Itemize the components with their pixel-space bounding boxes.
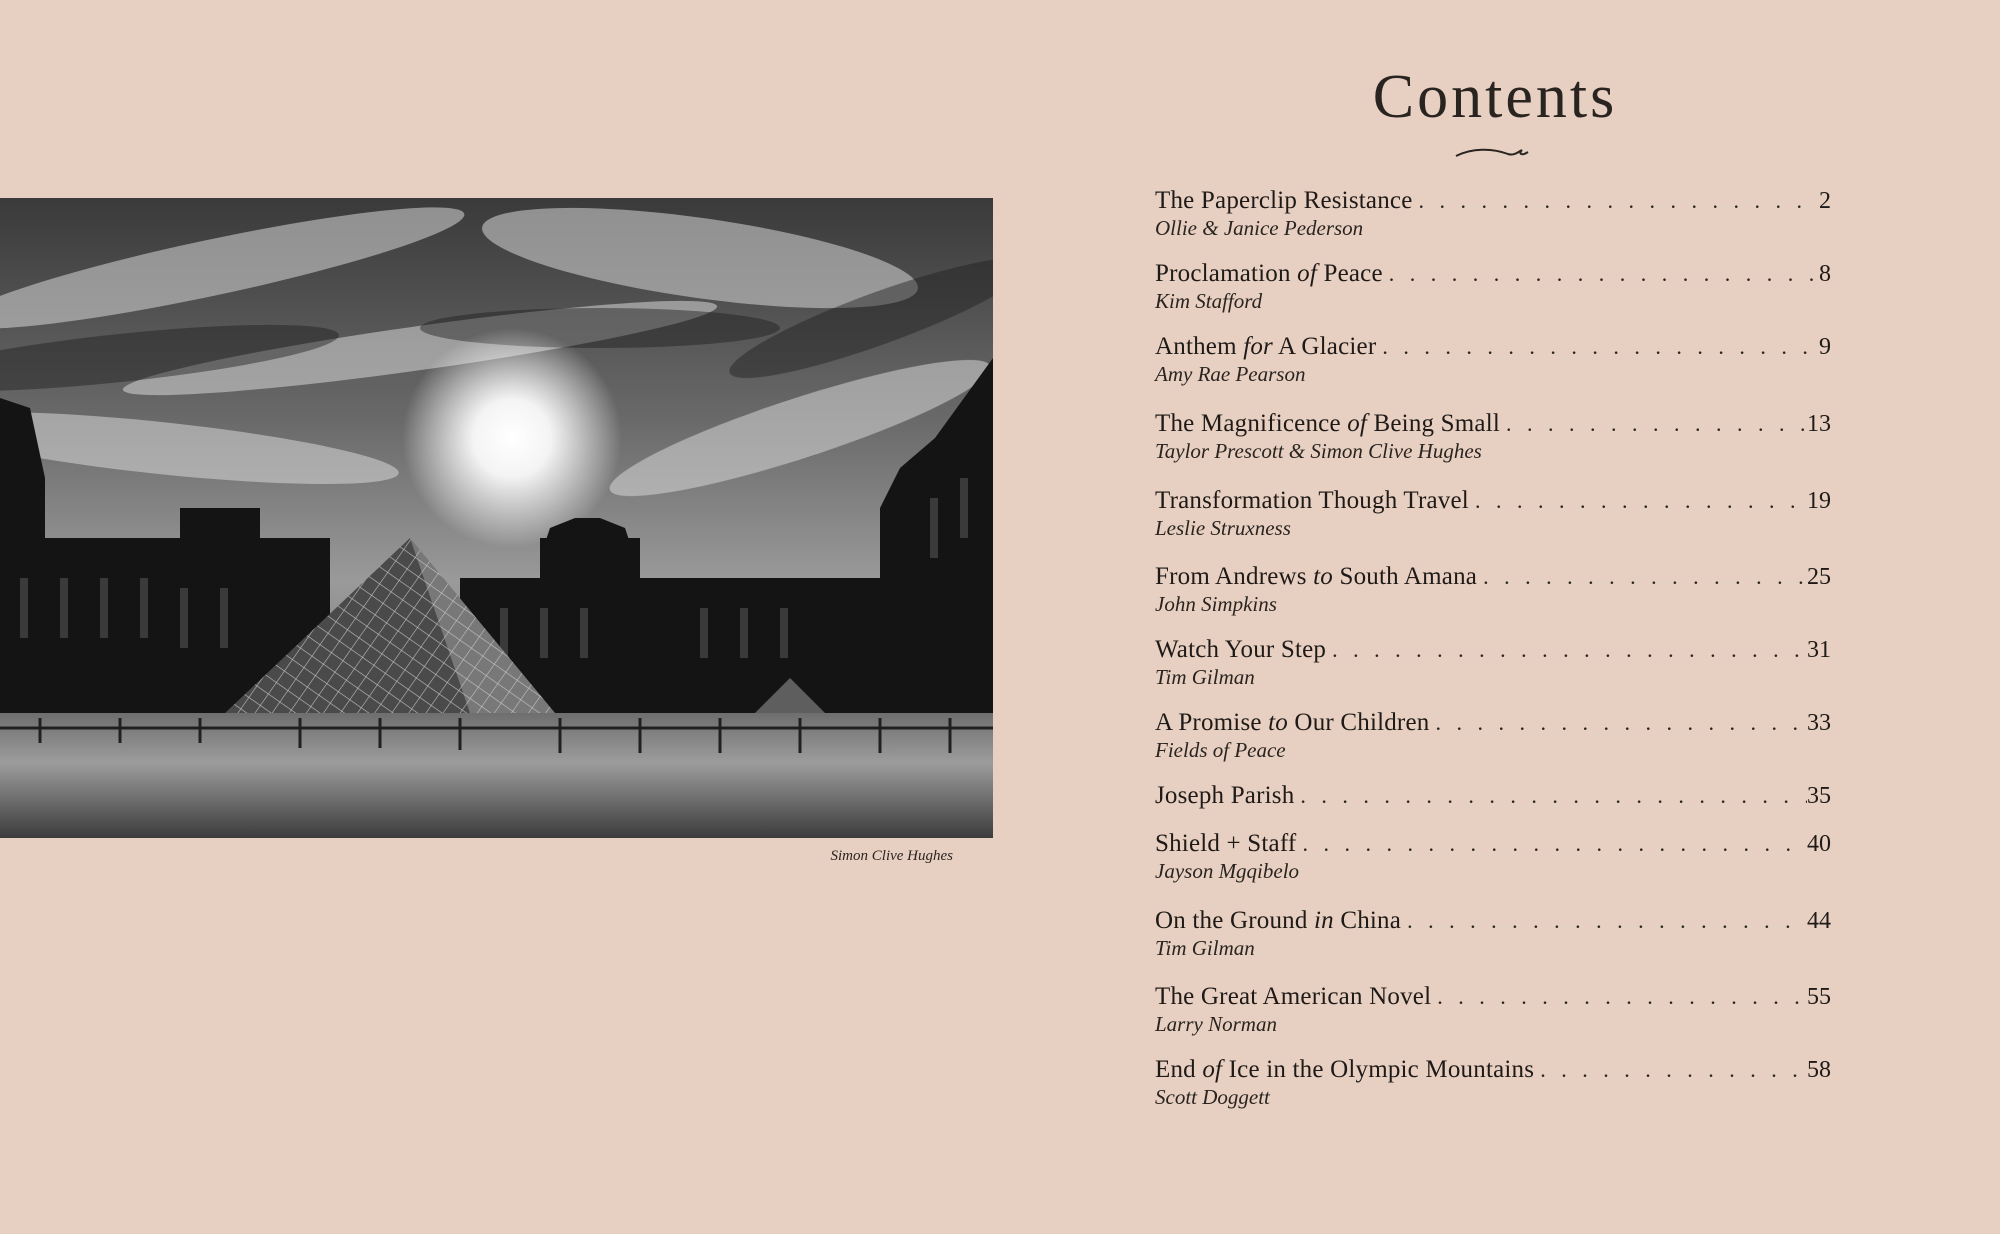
toc-leader-dots [1401, 908, 1807, 934]
toc-entry-author: Tim Gilman [1155, 936, 1255, 960]
toc-entry-page: 8 [1819, 261, 1831, 287]
toc-leader-dots [1534, 1057, 1807, 1083]
toc-entry[interactable] [1155, 830, 1831, 884]
louvre-photo [0, 198, 993, 838]
toc-entry-title: Shield + Staff [1155, 830, 1297, 857]
toc-entry-page: 2 [1819, 188, 1831, 214]
toc-entry-page: 31 [1807, 637, 1831, 663]
toc-leader-dots [1413, 188, 1820, 214]
toc-leader-dots [1469, 488, 1807, 514]
toc-entry[interactable] [1155, 782, 1831, 810]
toc-entry-page: 19 [1807, 488, 1831, 514]
toc-entry[interactable] [1155, 563, 1831, 617]
toc-leader-dots [1326, 637, 1807, 663]
toc-entry-author: Amy Rae Pearson [1155, 362, 1306, 386]
toc-entry[interactable] [1155, 260, 1831, 314]
toc-entry-author: Kim Stafford [1155, 289, 1263, 313]
toc-leader-dots [1294, 783, 1807, 809]
toc-entry-author: Fields of Peace [1155, 738, 1286, 762]
toc-entry-title: Joseph Parish [1155, 782, 1295, 809]
toc-leader-dots [1477, 564, 1807, 590]
toc-leader-dots [1383, 261, 1819, 287]
toc-entry-page: 9 [1819, 334, 1831, 360]
toc-entry[interactable] [1155, 1056, 1831, 1110]
toc-entry-title: A Promise to Our Children [1155, 709, 1430, 736]
toc-entry[interactable] [1155, 487, 1831, 541]
toc-leader-dots [1296, 831, 1807, 857]
toc-entry-page: 13 [1807, 411, 1831, 437]
toc-leader-dots [1500, 411, 1807, 437]
toc-leader-dots [1376, 334, 1819, 360]
toc-entry-author: Leslie Struxness [1155, 516, 1291, 540]
toc-entry-page: 58 [1807, 1057, 1831, 1083]
toc-entry-title: On the Ground in China [1155, 907, 1402, 934]
toc-entry-title: The Magnificence of Being Small [1155, 410, 1501, 437]
toc-entry-author: Jayson Mgqibelo [1155, 859, 1300, 883]
louvre-photo-graphic [0, 198, 993, 838]
toc-entry-author: Taylor Prescott & Simon Clive Hughes [1155, 439, 1482, 463]
photo-credit: Simon Clive Hughes [830, 848, 953, 864]
toc-entry-author: Ollie & Janice Pederson [1155, 216, 1364, 240]
toc-entry-page: 25 [1807, 564, 1831, 590]
flourish-icon [1452, 142, 1532, 164]
toc-entry-page: 40 [1807, 831, 1831, 857]
toc-entry[interactable] [1155, 333, 1831, 387]
toc-entry-page: 33 [1807, 710, 1831, 736]
toc-entry[interactable] [1155, 187, 1831, 241]
toc-leader-dots [1429, 710, 1807, 736]
toc-entry[interactable] [1155, 709, 1831, 763]
toc-entry[interactable] [1155, 410, 1831, 464]
toc-entry-title: From Andrews to South Amana [1155, 563, 1478, 590]
toc-entry-title: End of Ice in the Olympic Mountains [1155, 1056, 1535, 1083]
toc-entry-author: Tim Gilman [1155, 665, 1255, 689]
toc-entry-author: Scott Doggett [1155, 1085, 1270, 1109]
contents-title: Contents [1372, 63, 1618, 131]
toc-entry-title: Proclamation of Peace [1155, 260, 1383, 287]
toc-entry-page: 55 [1807, 984, 1831, 1010]
toc-entry-title: Watch Your Step [1155, 636, 1327, 663]
toc-entry-title: Transformation Though Travel [1155, 487, 1469, 514]
toc-leader-dots [1431, 984, 1807, 1010]
toc-entry-page: 44 [1807, 908, 1831, 934]
toc-entry-title: The Great American Novel [1155, 983, 1432, 1010]
toc-entry[interactable] [1155, 983, 1831, 1037]
toc-entry-author: John Simpkins [1155, 592, 1277, 616]
toc-entry[interactable] [1155, 907, 1831, 961]
toc-entry-title: The Paperclip Resistance [1155, 187, 1413, 214]
toc-entry[interactable] [1155, 636, 1831, 690]
toc-entry-author: Larry Norman [1155, 1012, 1277, 1036]
toc-entry-title: Anthem for A Glacier [1155, 333, 1377, 360]
toc-entry-page: 35 [1807, 783, 1831, 809]
